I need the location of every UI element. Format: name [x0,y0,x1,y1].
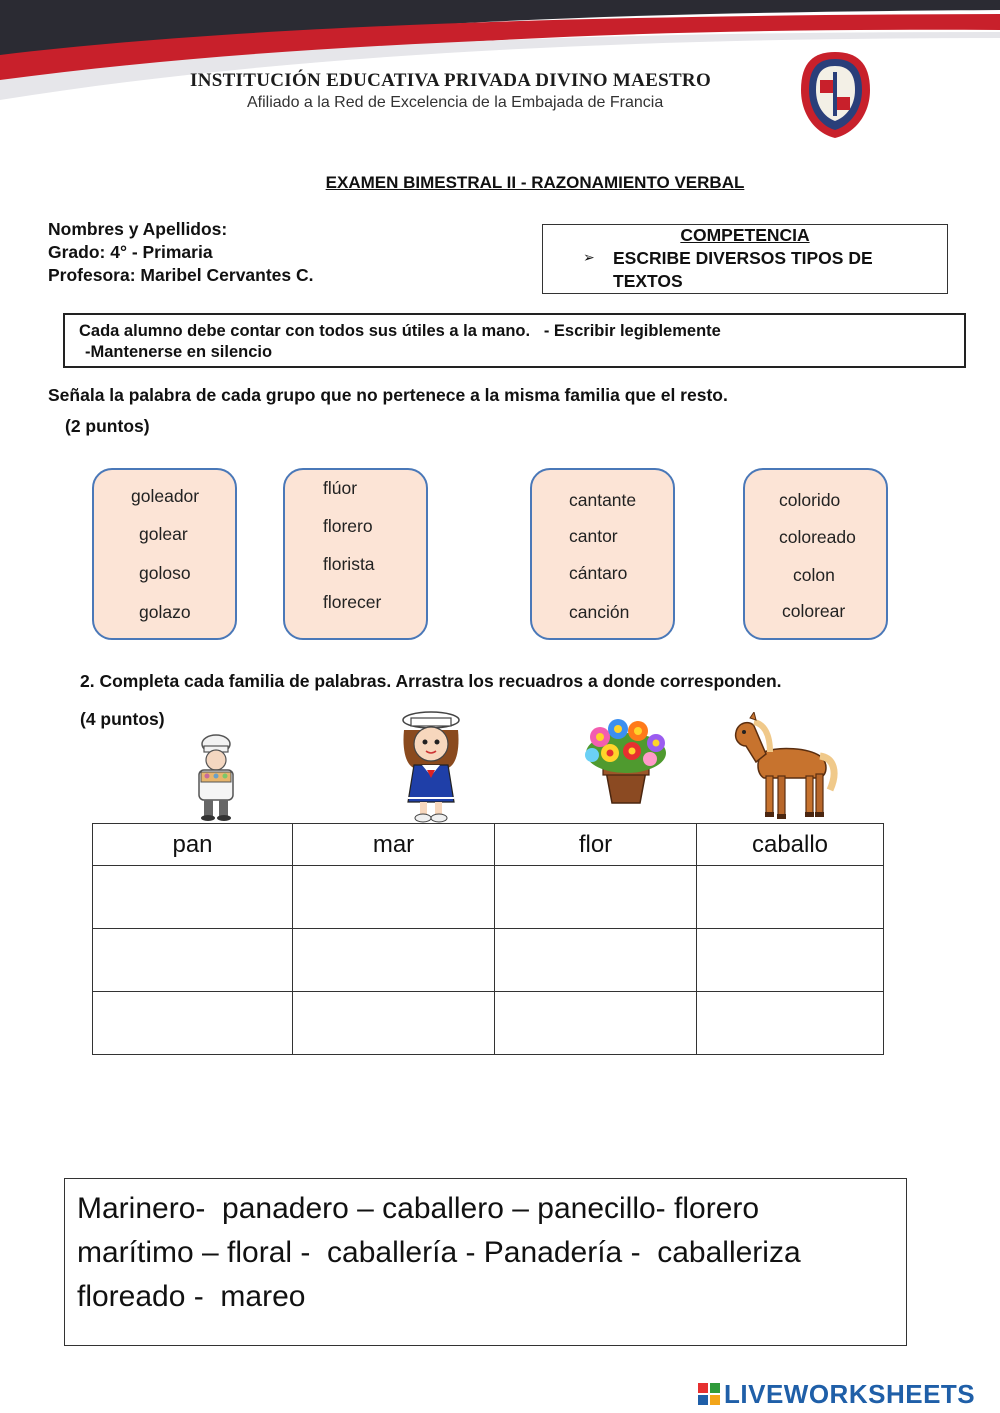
column-header-pan: pan [93,824,293,866]
drop-cell[interactable] [697,992,884,1055]
drop-cell[interactable] [293,929,495,992]
liveworksheets-logo-icon [697,1379,723,1409]
word-option[interactable]: goleador [131,486,200,506]
question-1-prompt: Señala la palabra de cada grupo que no pertenece a la misma familia que el resto. [48,385,728,405]
word-option[interactable]: golazo [139,602,191,622]
word-option[interactable]: golear [139,524,188,544]
column-header-caballo: caballo [697,824,884,866]
word-bank-line-1[interactable]: Marinero- panadero – caballero – panecillo- florero [77,1192,760,1225]
drop-cell[interactable] [697,866,884,929]
teacher-label: Profesora: Maribel Cervantes C. [48,265,314,285]
drop-cell[interactable] [495,866,697,929]
name-label: Nombres y Apellidos: [48,219,228,239]
word-option[interactable]: florecer [323,592,382,612]
word-group-4 [743,468,888,640]
arrow-bullet-icon: ➢ [583,249,595,265]
sailor-girl-icon [394,710,468,824]
word-group-3 [530,468,675,640]
word-option[interactable]: colorido [779,490,841,510]
drop-cell[interactable] [697,929,884,992]
column-header-flor: flor [495,824,697,866]
word-bank-line-3[interactable]: floreado - mareo [77,1280,306,1313]
school-affiliation: Afiliado a la Red de Excelencia de la Embajada de Francia [247,94,664,111]
grade-label: Grado: 4° - Primaria [48,242,213,262]
word-option[interactable]: cantante [569,490,637,510]
word-option[interactable]: florista [323,554,375,574]
flower-pot-icon [580,711,672,805]
drop-cell[interactable] [495,929,697,992]
question-2-points: (4 puntos) [80,709,165,729]
question-2-prompt: 2. Completa cada familia de palabras. Arrastra los recuadros a donde corresponden. [80,671,782,691]
rules-box [63,313,966,368]
drop-cell[interactable] [495,992,697,1055]
competencia-text: ESCRIBE DIVERSOS TIPOS DE TEXTOS [613,248,873,291]
word-option[interactable]: goloso [139,563,191,583]
liveworksheets-brand: LIVEWORKSHEETS [724,1379,976,1409]
word-bank-box [64,1178,907,1346]
competencia-box [542,224,948,294]
drop-cell[interactable] [93,992,293,1055]
drop-cell[interactable] [293,866,495,929]
word-family-table [92,823,884,1055]
word-option[interactable]: canción [569,602,630,622]
exam-title: EXAMEN BIMESTRAL II - RAZONAMIENTO VERBAL [325,173,745,192]
baker-icon [185,732,247,822]
rules-line-2: -Mantenerse en silencio [85,343,273,361]
word-group-2 [283,468,428,640]
word-option[interactable]: colorear [782,601,846,621]
word-option[interactable]: coloreado [779,527,856,547]
word-option[interactable]: florero [323,516,373,536]
drop-cell[interactable] [293,992,495,1055]
word-option[interactable]: colon [793,565,835,585]
drop-cell[interactable] [93,929,293,992]
horse-icon [730,712,840,824]
word-option[interactable]: flúor [323,478,358,498]
school-crest-icon [798,50,873,140]
word-bank-line-2[interactable]: marítimo – floral - caballería - Panadería - caballeriza [77,1236,801,1269]
word-group-1 [92,468,237,640]
competencia-title: COMPETENCIA [680,225,810,245]
column-header-mar: mar [293,824,495,866]
school-name: INSTITUCIÓN EDUCATIVA PRIVADA DIVINO MAESTRO [190,70,712,91]
drop-cell[interactable] [93,866,293,929]
word-option[interactable]: cantor [569,526,618,546]
rules-line-1: Cada alumno debe contar con todos sus útiles a la mano. - Escribir legiblemente [79,322,721,340]
word-option[interactable]: cántaro [569,563,628,583]
question-1-points: (2 puntos) [65,416,150,436]
